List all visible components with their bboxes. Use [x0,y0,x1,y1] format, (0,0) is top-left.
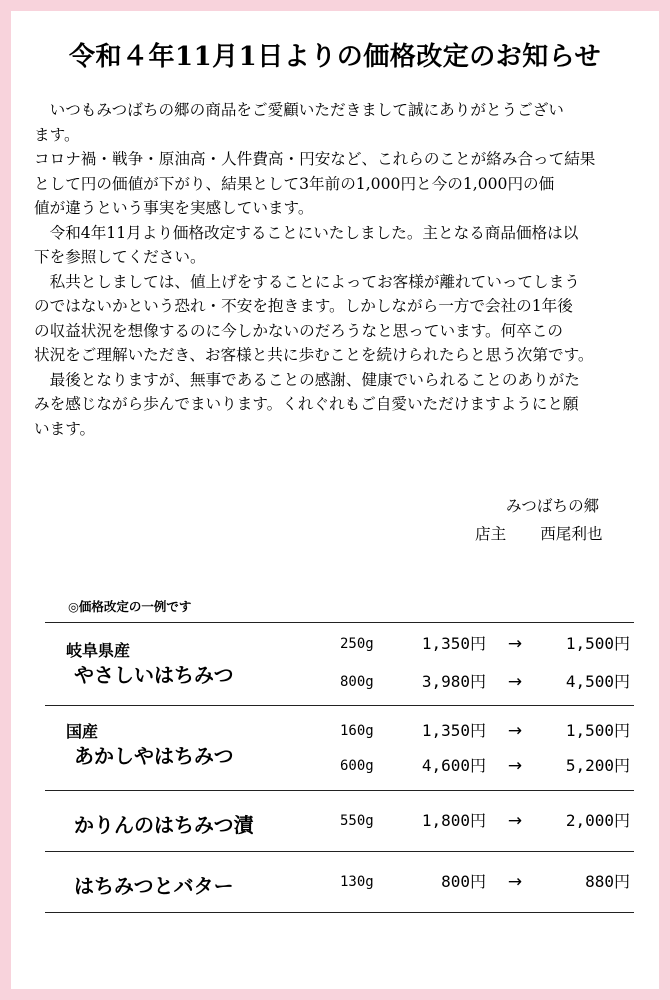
signature-shop: みつばちの郷 [506,497,600,515]
price-old: 3,980円 [421,672,486,691]
arrow-right-icon: → [507,811,523,831]
owner-name: 西尾利也 [540,525,603,543]
price-weight: 800g [340,674,374,690]
price-row [0,671,670,693]
paragraph-background: コロナ禍・戦争・原油高・人件費高・円安など、これらのことが絡み合って結果 として円の価値が下がり、結果として3年前の1,000円と今の1,000円の価 値が違うという事実を実感しています。 [34,150,596,217]
price-old: 800円 [441,872,486,891]
price-weight: 160g [340,723,374,739]
paragraph-greeting: いつもみつばちの郷の商品をご愛顧いただきまして誠にありがとうござい ます。 [34,101,564,144]
product-name: あかしやはちみつ [74,744,234,768]
table-rule [45,851,634,852]
arrow-right-icon: → [507,721,523,741]
price-old: 4,600円 [421,756,486,775]
product-origin: 岐阜県産 [66,641,131,660]
price-old: 1,350円 [421,721,486,740]
price-weight: 130g [340,874,374,890]
product-origin: 国産 [66,722,99,741]
price-old: 1,800円 [421,811,486,830]
paragraph-announcement: 令和4年11月より価格改定することにいたしました。主となる商品価格は以 下を参照してください。 [34,223,579,266]
table-rule [45,705,634,706]
arrow-right-icon: → [507,872,523,892]
product-name: はちみつとバター [74,874,234,898]
paragraph-concern: 私共としましては、値上げをすることによってお客様が離れていってしまう のではないかという恐れ・不安を抱きます。しかしながら一方で会社の1年後 の収益状況を想像するのに今しかないのだろうなと思っています。何卒この 状況をご理解いただき、お客様と共に歩むことを続けられたらと思う次第です。 [34,272,594,364]
product-name: かりんのはちみつ漬 [74,813,254,837]
table-rule [45,622,634,623]
table-rule [45,912,634,913]
table-rule [45,790,634,791]
price-row [0,633,670,655]
price-new: 1,500円 [565,721,630,740]
price-row [0,810,670,832]
price-weight: 550g [340,813,374,829]
signature-owner [475,522,603,544]
notice-body [34,98,644,441]
price-new: 2,000円 [565,811,630,830]
arrow-right-icon: → [507,634,523,654]
price-row [0,871,670,893]
price-weight: 600g [340,758,374,774]
price-new: 880円 [585,872,630,891]
price-old: 1,350円 [421,634,486,653]
arrow-right-icon: → [507,672,523,692]
price-row [0,720,670,742]
price-new: 4,500円 [565,672,630,691]
paragraph-closing: 最後となりますが、無事であることの感謝、健康でいられることのありがた みを感じながら歩んでまいります。くれぐれもご自愛いただけますようにと願 います。 [34,370,580,438]
price-row [0,755,670,777]
owner-title: 店主 [475,525,507,543]
price-new: 1,500円 [565,634,630,653]
product-name: やさしいはちみつ [74,663,234,687]
notice-title: 令和４年11月1日よりの価格改定のお知らせ [69,42,601,72]
price-table-heading: ◎価格改定の一例です [68,599,192,614]
arrow-right-icon: → [507,756,523,776]
price-weight: 250g [340,636,374,652]
price-new: 5,200円 [565,756,630,775]
